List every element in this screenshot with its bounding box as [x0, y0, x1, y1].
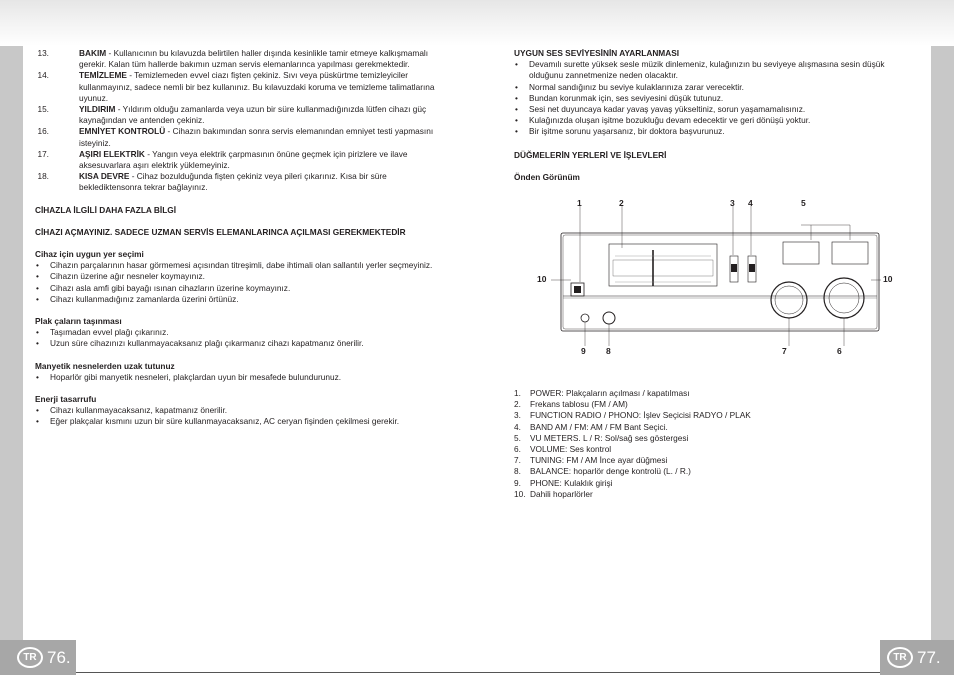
- callout-label: 10: [537, 274, 547, 285]
- control-item: [514, 433, 899, 444]
- control-item-text: BALANCE: hoparlör denge kontrolü (L. / R.): [530, 466, 691, 477]
- list-item-text: Hoparlör gibi manyetik nesneleri, plakçlardan uyun bir mesafede bulundurunuz.: [50, 371, 342, 382]
- callout-label: 5: [801, 198, 806, 209]
- safety-item-number: 18.: [37, 171, 49, 182]
- control-item-number: 10.: [514, 488, 526, 499]
- list-item: • Hoparlör gibi manyetik nesneleri, plakçlardan uyun bir mesafede bulundurunuz.: [36, 371, 342, 382]
- callout-label: 6: [837, 346, 842, 357]
- control-item: [514, 422, 899, 433]
- location-heading: Cihaz için uygun yer seçimi: [35, 249, 144, 260]
- safety-item-title: TEMİZLEME: [79, 70, 127, 81]
- list-item-text: Cihazın üzerine ağır nesneler koymayınız.: [50, 271, 205, 282]
- control-item-number: 1.: [514, 388, 521, 399]
- list-item: • Normal sandığınız bu seviye kulaklarınıza zarar verecektir.: [515, 81, 744, 92]
- callout-label: 3: [730, 198, 735, 209]
- control-item-text: POWER: Plakçaların açılması / kapatılması: [530, 388, 690, 399]
- safety-item: [35, 104, 445, 126]
- control-item-number: 2.: [514, 399, 521, 410]
- control-item-text: TUNING: FM / AM İnce ayar düğmesi: [530, 455, 668, 466]
- safety-item-title: KISA DEVRE: [79, 171, 130, 182]
- callout-label: 4: [748, 198, 753, 209]
- list-item: • Kulağınızda oluşan işitme bozukluğu devam edecektir ve geri dönüşü yoktur.: [515, 115, 811, 126]
- list-item-text: Uzun süre cihazınızı kullanmayacaksanız plağı çıkarmanız cihazı kapatmanız önerilir.: [50, 338, 364, 349]
- callout-label: 9: [581, 346, 586, 357]
- safety-item: [35, 48, 445, 70]
- callout-label: 2: [619, 198, 624, 209]
- more-info-heading: CİHAZLA İLGİLİ DAHA FAZLA BİLGİ: [35, 204, 177, 215]
- right-footer-line: [477, 672, 880, 673]
- list-item-text: Cihazı kullanmayacaksanız, kapatmanız önerilir.: [50, 405, 228, 416]
- control-item-number: 7.: [514, 455, 521, 466]
- safety-item-number: 13.: [37, 48, 49, 58]
- control-item-number: 8.: [514, 466, 521, 477]
- safety-item-text: - Yangın veya elektrik çarpmasının önüne geçmek için pirizlere ve ilave aksesuvarlara aşırı elektrik yüklemeyiniz.: [79, 148, 408, 171]
- transport-heading: Plak çaların taşınması: [35, 316, 122, 327]
- safety-item-number: 16.: [37, 126, 49, 137]
- list-item: • Taşımadan evvel plağı çıkarınız.: [36, 327, 169, 338]
- language-badge: TR: [17, 647, 43, 668]
- volume-heading: UYGUN SES SEVİYESİNİN AYARLANMASI: [514, 48, 680, 58]
- right-page-content: [514, 48, 899, 500]
- page-number-text: 77.: [917, 647, 941, 667]
- safety-item-title: BAKIM: [79, 48, 107, 58]
- list-item: • Devamılı surette yüksek sesle müzik dinlemeniz, kulağınızın bu seviyeye alışmasına sesin düşük olduğunu zannetmenize neden olacaktır.: [515, 59, 885, 81]
- magnetic-heading: Manyetik nesnelerden uzak tutunuz: [35, 360, 175, 371]
- safety-item-text: - Yıldırım olduğu zamanlarda veya uzun bir süre kullanmadığınızda lütfen cihazı güç kaynağından ve antenden çekiniz.: [79, 104, 427, 126]
- callout-label: 1: [577, 198, 582, 209]
- safety-item: [35, 149, 445, 171]
- control-item-text: Frekans tablosu (FM / AM): [530, 399, 628, 410]
- control-item-number: 9.: [514, 477, 521, 488]
- control-item: [514, 466, 899, 477]
- page-number-text: 76.: [47, 647, 71, 667]
- control-item-number: 3.: [514, 410, 521, 421]
- control-item: [514, 399, 899, 410]
- list-item: • Cihazın üzerine ağır nesneler koymayınız.: [36, 271, 205, 282]
- callout-label: 10: [883, 274, 893, 285]
- energy-heading: Enerji tasarrufu: [35, 394, 97, 405]
- control-item: [514, 455, 899, 466]
- list-item: • Bundan korunmak için, ses seviyesini düşük tutunuz.: [515, 92, 724, 103]
- control-item-number: 4.: [514, 421, 521, 432]
- control-item-text: BAND AM / FM: AM / FM Bant Seçici.: [530, 421, 668, 432]
- list-item-text: Cihazı asla amfi gibi bayağı ısınan cihazların üzerine koymayınız.: [50, 282, 291, 293]
- control-item: [514, 478, 899, 489]
- list-item-text: Bir işitme sorunu yaşarsanız, bir doktora başvurunuz.: [529, 126, 725, 137]
- safety-item: [35, 126, 445, 148]
- list-item-text: Cihazı kullanmadığınız zamanlarda üzerini örtünüz.: [50, 293, 239, 304]
- list-item: • Cihazın parçalarının hasar görmemesi açısından titreşimli, dabe ihtimali olan sallantılı yerler seçmeyiniz.: [36, 260, 433, 271]
- safety-item-text: - Cihazın bakımından sonra servis elemanından emniyet testi yapmasını isteyiniz.: [79, 126, 434, 148]
- control-item-text: VU METERS. L / R: Sol/sağ ses göstergesi: [530, 432, 689, 443]
- safety-item-title: AŞIRI ELEKTRİK: [79, 148, 145, 159]
- safety-item-title: YILDIRIM: [79, 104, 116, 115]
- control-item: [514, 388, 899, 399]
- left-margin-strip: [0, 46, 23, 675]
- list-item-text: Eğer plakçalar kısmını uzun bir süre kullanmayacaksanız, AC ceryan fişinden çekilmesi gerekir.: [50, 416, 400, 427]
- list-item-text: Kulağınızda oluşan işitme bozukluğu devam edecektir ve geri dönüşü yoktur.: [529, 115, 811, 126]
- safety-item-text: - Kullanıcının bu kılavuzda belirtilen haller dışında kesinlikle tamir etmeye kalkışmamalı gerekir. Kalan tüm hallerde bakımın uzman servis elemanlarınca yapılması gerekmektedir.: [79, 48, 429, 70]
- list-item-text: Cihazın parçalarının hasar görmemesi açısından titreşimli, dabe ihtimali olan sallantılı yerler seçmeyiniz.: [50, 260, 433, 271]
- no-open-heading: CİHAZI AÇMAYINIZ. SADECE UZMAN SERVİS ELEMANLARINCA AÇILMASI GEREKMEKTEDİR: [35, 226, 406, 237]
- safety-item: [35, 70, 445, 104]
- callout-label: 7: [782, 346, 787, 357]
- amplifier-front-panel-illustration: [519, 198, 909, 368]
- control-item-text: VOLUME: Ses kontrol: [530, 444, 612, 455]
- list-item-text: Devamılı surette yüksek sesle müzik dinlemeniz, kulağınızın bu seviyeye alışmasına sesin düşük olduğunu zannetmenize neden olacaktır.: [529, 59, 885, 81]
- right-page-number: [887, 647, 941, 668]
- top-gradient-bar: [0, 0, 954, 46]
- list-item: • Cihazı kullanmayacaksanız, kapatmanız önerilir.: [36, 405, 228, 416]
- control-item-text: Dahili hoparlörler: [530, 488, 593, 499]
- control-item-number: 6.: [514, 444, 521, 455]
- front-view-heading: Önden Görünüm: [514, 171, 580, 182]
- safety-item-number: 14.: [37, 70, 49, 81]
- right-margin-strip: [931, 46, 954, 675]
- safety-item-text: - Cihaz bozulduğunda fişten çekiniz veya pileri çıkarınız. Kısa bir süre beklediktensonra tekrar bağlayınız.: [79, 171, 387, 193]
- control-item-number: 5.: [514, 432, 521, 443]
- safety-item-number: 17.: [37, 148, 49, 159]
- safety-item-number: 15.: [37, 104, 49, 115]
- list-item-text: Bundan korunmak için, ses seviyesini düşük tutunuz.: [529, 92, 724, 103]
- control-item-text: FUNCTION RADIO / PHONO: İşlev Seçicisi RADYO / PLAK: [530, 410, 751, 421]
- left-page-number: [17, 647, 71, 668]
- control-item: [514, 489, 899, 500]
- left-page-content: [35, 48, 445, 428]
- callout-label: 8: [606, 346, 611, 357]
- list-item-text: Sesi net duyuncaya kadar yavaş yavaş yükseltiniz, sorun yaşamamalısınız.: [529, 104, 806, 115]
- safety-item: [35, 171, 445, 193]
- list-item: • Bir işitme sorunu yaşarsanız, bir doktora başvurunuz.: [515, 126, 725, 137]
- language-badge: TR: [887, 647, 913, 668]
- list-item: • Sesi net duyuncaya kadar yavaş yavaş yükseltiniz, sorun yaşamamalısınız.: [515, 104, 806, 115]
- safety-item-text: - Temizlemeden evvel ciazı fişten çekiniz. Sıvı veya püskürtme temizleyiciler kullanmayınız, sadece nemli bir bez kullanınız. Bu kılavuzdaki koruma ve temizleme talimatlarına uyunuz.: [79, 70, 435, 103]
- control-item-text: PHONE: Kulaklık girişi: [530, 477, 613, 488]
- safety-item-title: EMNİYET KONTROLÜ: [79, 126, 166, 137]
- front-panel-figure: [519, 198, 909, 368]
- list-item-text: Taşımadan evvel plağı çıkarınız.: [50, 327, 169, 338]
- list-item: • Uzun süre cihazınızı kullanmayacaksanız plağı çıkarmanız cihazı kapatmanız önerilir.: [36, 338, 364, 349]
- list-item: • Eğer plakçalar kısmını uzun bir süre kullanmayacaksanız, AC ceryan fişinden çekilmesi gerekir.: [36, 416, 400, 427]
- control-item: [514, 444, 899, 455]
- controls-heading: DÜĞMELERİN YERLERİ VE İŞLEVLERİ: [514, 149, 667, 160]
- list-item: • Cihazı asla amfi gibi bayağı ısınan cihazların üzerine koymayınız.: [36, 282, 291, 293]
- list-item-text: Normal sandığınız bu seviye kulaklarınıza zarar verecektir.: [529, 81, 744, 92]
- list-item: • Cihazı kullanmadığınız zamanlarda üzerini örtünüz.: [36, 293, 239, 304]
- control-item: [514, 410, 899, 421]
- left-footer-line: [76, 672, 477, 673]
